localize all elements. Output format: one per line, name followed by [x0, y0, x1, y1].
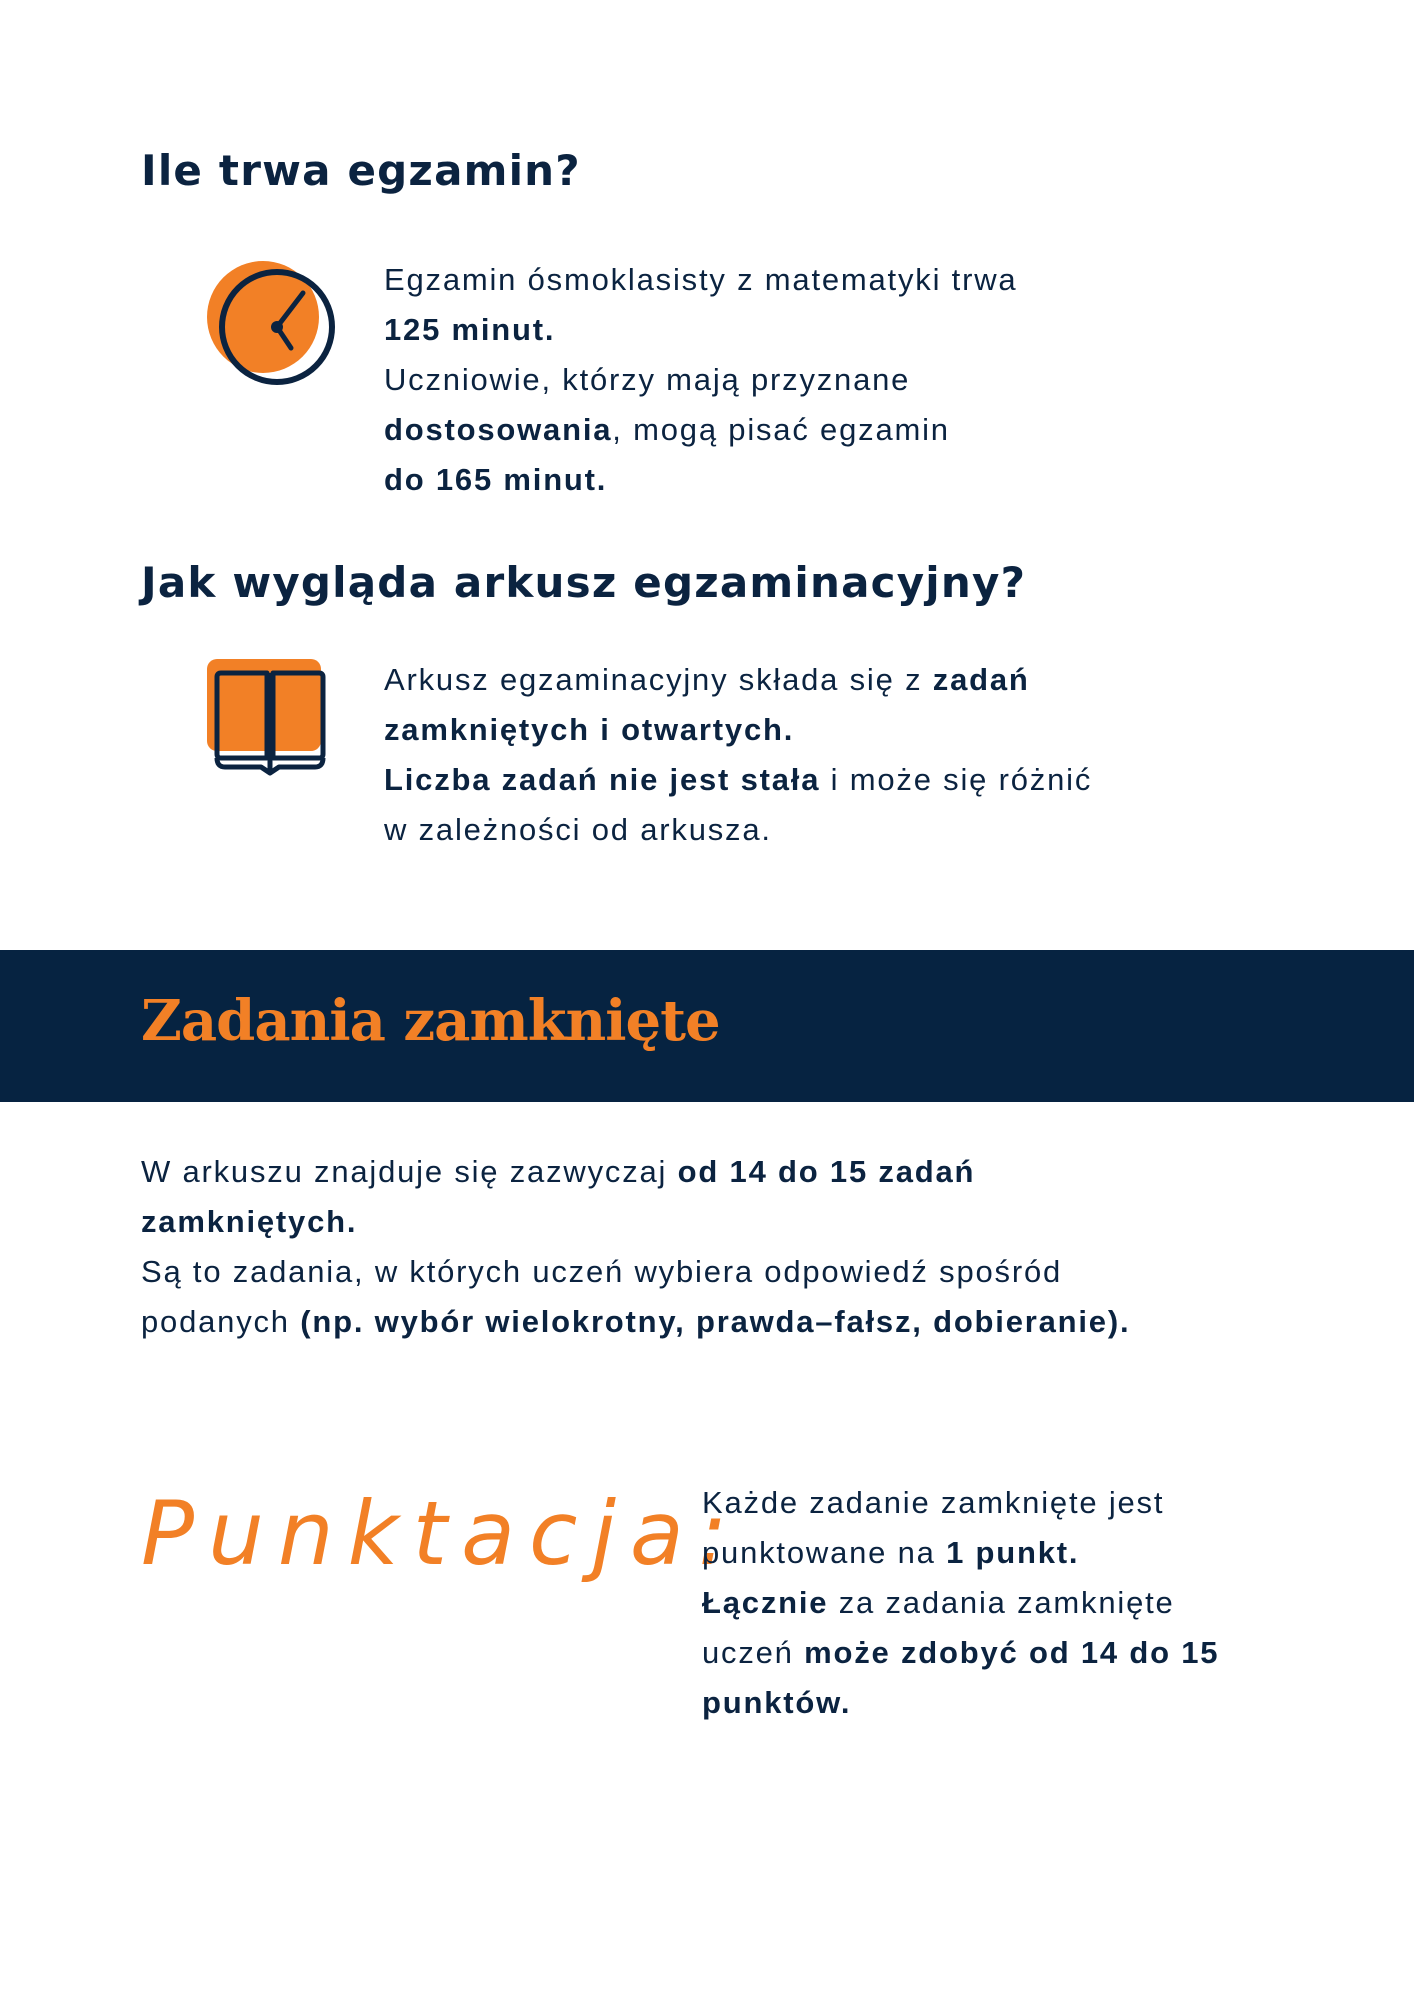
sheet-line-1: Arkusz egzaminacyjny składa się z	[384, 662, 933, 697]
sheet-line-1-bold: zadań	[932, 662, 1030, 697]
scoring-line-2-bold: 1 punkt.	[946, 1535, 1080, 1570]
duration-line-1: Egzamin ósmoklasisty z matematyki trwa	[384, 262, 1018, 297]
duration-line-2: 125 minut.	[384, 312, 556, 347]
scoring-text	[702, 1478, 1219, 1728]
sheet-line-3-bold: Liczba zadań nie jest stała	[384, 762, 821, 797]
duration-line-4-rest: , mogą pisać egzamin	[612, 412, 950, 447]
closed-line-2: zamkniętych.	[141, 1204, 358, 1239]
closed-line-4: podanych	[141, 1304, 301, 1339]
scoring-line-5: punktów.	[702, 1685, 852, 1720]
scoring-line-3-bold: Łącznie	[702, 1585, 829, 1620]
scoring-line-1: Każde zadanie zamknięte jest	[702, 1485, 1165, 1520]
banner-title: Zadania zamknięte	[141, 988, 720, 1054]
sheet-heading: Jak wygląda arkusz egzaminacyjny?	[141, 558, 1027, 607]
scoring-line-3-rest: za zadania zamknięte	[828, 1585, 1175, 1620]
scoring-title: Punktacja:	[141, 1482, 742, 1585]
sheet-line-2: zamkniętych i otwartych.	[384, 712, 795, 747]
sheet-line-3-rest: i może się różnić	[820, 762, 1093, 797]
sheet-line-4: w zależności od arkusza.	[384, 812, 772, 847]
open-book-icon	[205, 655, 335, 785]
clock-icon	[205, 255, 335, 385]
sheet-text	[384, 655, 1092, 855]
closed-tasks-text	[141, 1147, 1130, 1347]
scoring-line-4: uczeń	[702, 1635, 805, 1670]
duration-heading: Ile trwa egzamin?	[141, 146, 581, 195]
scoring-line-2: punktowane na	[702, 1535, 947, 1570]
closed-tasks-banner	[0, 950, 1414, 1102]
duration-line-5: do 165 minut.	[384, 462, 608, 497]
closed-line-3: Są to zadania, w których uczeń wybiera odpowiedź spośród	[141, 1254, 1063, 1289]
duration-line-3: Uczniowie, którzy mają przyznane	[384, 362, 911, 397]
closed-line-1-bold: od 14 do 15 zadań	[677, 1154, 976, 1189]
scoring-line-4-bold: może zdobyć od 14 do 15	[804, 1635, 1220, 1670]
closed-line-1: W arkuszu znajduje się zazwyczaj	[141, 1154, 678, 1189]
duration-line-4-bold: dostosowania	[384, 412, 613, 447]
duration-text	[384, 255, 1017, 505]
closed-line-4-bold: (np. wybór wielokrotny, prawda–fałsz, dobieranie).	[300, 1304, 1131, 1339]
